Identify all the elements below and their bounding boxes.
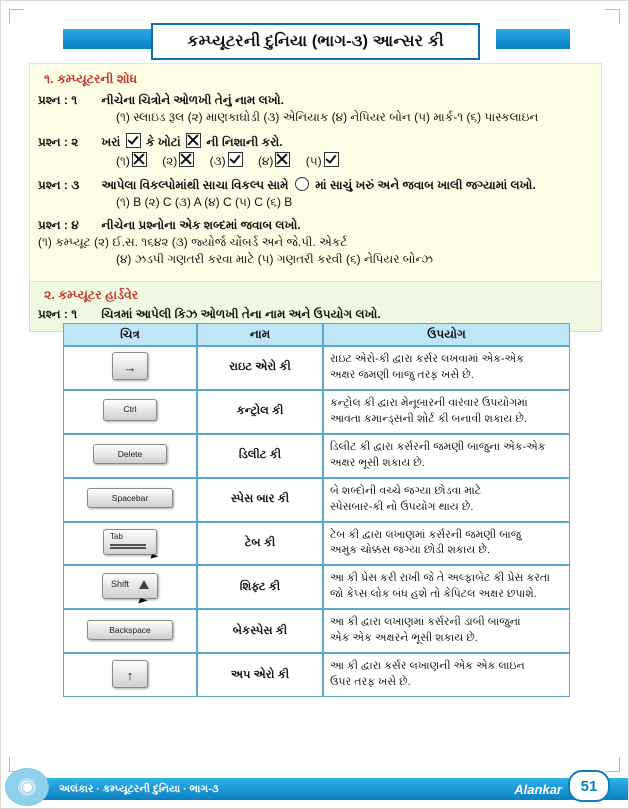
section2-title: ૨. કમ્પ્યૂટર હાર્ડવેર xyxy=(44,288,139,302)
answer-number: (૧) xyxy=(116,154,130,168)
key-image-cell xyxy=(63,522,197,566)
key-glyph: ↑ xyxy=(126,667,134,683)
checkbox-cross-icon xyxy=(179,152,194,167)
ctrl-key-icon xyxy=(103,399,157,421)
key-image-cell xyxy=(63,478,197,522)
key-name: રાઇટ એરો કી xyxy=(197,346,323,390)
question-2-answers xyxy=(116,152,593,169)
circle-icon xyxy=(295,177,309,191)
shift-key-icon xyxy=(102,573,158,599)
key-glyph: Tab xyxy=(110,531,123,541)
key-use xyxy=(323,390,570,434)
key-use-line: બે શબ્દોની વચ્ચે જગ્યા છોડવા માટે xyxy=(330,484,482,497)
checkbox-tick-icon xyxy=(324,152,339,167)
column-header-name: નામ xyxy=(197,323,323,346)
key-use-line: આ કી દ્વારા કર્સર લખાણની એક એક લાઇન xyxy=(330,660,525,673)
delete-key-icon xyxy=(93,444,167,464)
question-4-answers-line2: (૪) ઝડપી ગણતરી કરવા માટે (૫) ગણતરી કરવી (૬) નેપિયર બોન્ઝ xyxy=(116,252,433,266)
question-2 xyxy=(38,133,593,150)
mouse-cursor-icon xyxy=(150,554,158,561)
answer-number: (૪) xyxy=(257,154,274,168)
table-row xyxy=(63,346,570,390)
table-header-row xyxy=(63,323,570,346)
checkbox-tick-icon xyxy=(228,152,243,167)
key-use-line: ડિલીટ કી દ્વારા કર્સરની જમણી બાજુના એક-એક xyxy=(330,440,546,453)
page-header xyxy=(1,23,628,57)
tab-arrows-icon xyxy=(110,543,146,549)
key-use-line: અક્ષર ભૂસી શકાય છે. xyxy=(330,456,425,469)
key-use-line: ટેબ કી દ્વારા લખાણમાં કર્સરની જમણી બાજુ xyxy=(330,528,522,541)
answer-item xyxy=(258,152,292,169)
key-glyph: Delete xyxy=(117,449,143,460)
header-bar-right xyxy=(496,29,570,49)
question-1-text: નીચેના ચિત્રોને ઓળખી તેનું નામ લખો. xyxy=(101,93,284,107)
key-use-line: આ કી પ્રેસ કરી રાખી જે તે અલ્ફાબેટ કી પ્રેસ કરતા xyxy=(330,572,550,585)
key-use-line: આ કી દ્વારા લખાણમાં કર્સરની ડાબી બાજુનાં xyxy=(330,616,521,629)
question-2-text-b: કે ખોટાં xyxy=(146,135,181,149)
question-4-label: પ્રશ્ન : ૪ xyxy=(38,218,79,232)
checkbox-cross-icon xyxy=(186,133,201,148)
question-2-text-a: ખરાં xyxy=(101,135,121,149)
brand-logo: Alankar xyxy=(514,782,562,797)
key-image-cell xyxy=(63,434,197,478)
section2-question-1 xyxy=(38,307,593,322)
header-bar-left xyxy=(63,29,155,49)
answer-item xyxy=(306,152,341,169)
key-glyph: Shift xyxy=(111,578,130,589)
answer-number: (૫) xyxy=(305,154,322,168)
page-title: કમ્પ્યૂટરની દુનિયા (ભાગ-૩) આન્સર કી xyxy=(151,23,480,60)
answer-item xyxy=(162,152,196,169)
section2-question-1-label: પ્રશ્ન : ૧ xyxy=(38,307,78,321)
question-1 xyxy=(38,93,593,108)
key-use-line: અમુક ચોક્કસ જગ્યા છોડી શકાય છે. xyxy=(330,544,490,557)
backspace-key-icon xyxy=(87,620,173,640)
answer-number: (૨) xyxy=(162,154,178,168)
key-name: સ્પેસ બાર કી xyxy=(197,478,323,522)
key-use-line: અક્ષર જમણી બાજુ તરફ ખસે છે. xyxy=(330,368,474,381)
question-3-text-a: આપેલા વિકલ્પોમાંથી સાચા વિકલ્પ સામે xyxy=(101,178,289,192)
crop-mark-top-left xyxy=(9,9,24,24)
table-row xyxy=(63,609,570,653)
table-row xyxy=(63,434,570,478)
key-use xyxy=(323,478,570,522)
key-use-line: સ્પેસબાર-કી નો ઉપયોગ થાય છે. xyxy=(330,500,474,513)
key-name: શિફ્ટ કી xyxy=(197,565,323,609)
spacebar-key-icon xyxy=(87,488,173,508)
shift-arrow-icon xyxy=(139,580,149,589)
section2-question-1-text: ચિત્રમાં આપેલી કિઝ ઓળખી તેના નામ અને ઉપયોગ લખો. xyxy=(101,307,381,321)
key-use xyxy=(323,434,570,478)
tab-key-icon xyxy=(103,529,157,555)
key-use-line: જો કેપ્સ લોક બંધ હશે તો કેપિટલ અક્ષર છપાશે. xyxy=(330,588,537,601)
key-name: ડિલીટ કી xyxy=(197,434,323,478)
answer-number: (૩) xyxy=(209,154,226,168)
footer-text: અલંકાર · કમ્પ્યૂટરની દુનિયા · ભાગ-૩ xyxy=(59,783,219,795)
key-use-line: એક એક અક્ષરને ભૂસી શકાય છે. xyxy=(330,632,478,645)
key-name: કન્ટ્રોલ કી xyxy=(197,390,323,434)
table-row xyxy=(63,653,570,697)
page-footer xyxy=(1,764,628,808)
table-row xyxy=(63,390,570,434)
question-3-options: (૧) B (૨) C (૩) A (૪) C (૫) C (૬) B xyxy=(116,195,293,209)
question-4-answers-line1: (૧) કમ્પ્યૂટ (૨) ઈ.સ. ૧૬૪૨ (૩) જ્યોર્જ ચોંબર્ડ અને જે.પી. એકર્ટ xyxy=(38,235,348,249)
key-image-cell xyxy=(63,390,197,434)
question-4-text: નીચેના પ્રશ્નોના એક શબ્દમાં જવાબ લખો. xyxy=(101,218,301,232)
question-1-options: (૧) સ્લાઇડ રૂલ (૨) માણકાઘોડી (૩) એનિયાક (૪) નેપિયર બોન (૫) માર્ક-૧ (૬) પાસ્કલાઇન xyxy=(116,110,539,124)
key-name: અપ એરો કી xyxy=(197,653,323,697)
key-glyph: Spacebar xyxy=(111,493,149,504)
key-glyph: → xyxy=(123,360,137,376)
page-number: 51 xyxy=(568,770,610,802)
table-row xyxy=(63,522,570,566)
checkbox-tick-icon xyxy=(126,133,141,148)
key-name: બેકસ્પેસ કી xyxy=(197,609,323,653)
keys-table-wrapper xyxy=(63,323,570,697)
column-header-use: ઉપયોગ xyxy=(323,323,570,346)
crop-mark-top-right xyxy=(605,9,620,24)
checkbox-cross-icon xyxy=(275,152,290,167)
key-glyph: Ctrl xyxy=(123,404,137,415)
cd-disc-icon xyxy=(5,768,49,806)
key-glyph: Backspace xyxy=(109,624,151,635)
question-3 xyxy=(38,177,593,193)
key-image-cell xyxy=(63,653,197,697)
column-header-image: ચિત્ર xyxy=(63,323,197,346)
question-1-label: પ્રશ્ન : ૧ xyxy=(38,93,78,107)
checkbox-cross-icon xyxy=(132,152,147,167)
keys-table xyxy=(63,323,570,697)
key-image-cell xyxy=(63,565,197,609)
question-2-label: પ્રશ્ન : ૨ xyxy=(38,135,79,149)
key-use-line: ઉપર તરફ ખસે છે. xyxy=(330,676,411,689)
key-use-line: આવતા કમાન્ડ્સની શોર્ટ કી બનાવી શકાય છે. xyxy=(330,412,527,425)
key-image-cell xyxy=(63,609,197,653)
answer-item xyxy=(210,152,245,169)
mouse-cursor-icon xyxy=(138,598,148,606)
key-use xyxy=(323,609,570,653)
key-use xyxy=(323,522,570,566)
key-name: ટેબ કી xyxy=(197,522,323,566)
answer-item xyxy=(116,152,149,169)
question-4 xyxy=(38,218,593,233)
key-use xyxy=(323,346,570,390)
key-use xyxy=(323,653,570,697)
table-row xyxy=(63,565,570,609)
arrow-right-key-icon xyxy=(112,352,148,380)
question-2-text-c: ની નિશાની કરો. xyxy=(206,135,283,149)
key-image-cell xyxy=(63,346,197,390)
arrow-up-key-icon xyxy=(112,660,148,688)
question-3-label: પ્રશ્ન : ૩ xyxy=(38,178,80,192)
question-3-text-b: માં સાચું ખરું અને જવાબ ખાલી જગ્યામાં લખો. xyxy=(315,178,536,192)
table-row xyxy=(63,478,570,522)
key-use-line: કન્ટ્રોલ કી દ્વારા મેનૂબારની વારંવાર ઉપયોગમાં xyxy=(330,396,528,409)
section-computer-invention xyxy=(29,63,602,286)
section1-title: ૧. કમ્પ્યૂટરની શોધ xyxy=(44,72,138,86)
key-use xyxy=(323,565,570,609)
key-use-line: રાઇટ એરો-કી દ્વારા કર્સર લખવામાં એક-એક xyxy=(330,353,524,365)
